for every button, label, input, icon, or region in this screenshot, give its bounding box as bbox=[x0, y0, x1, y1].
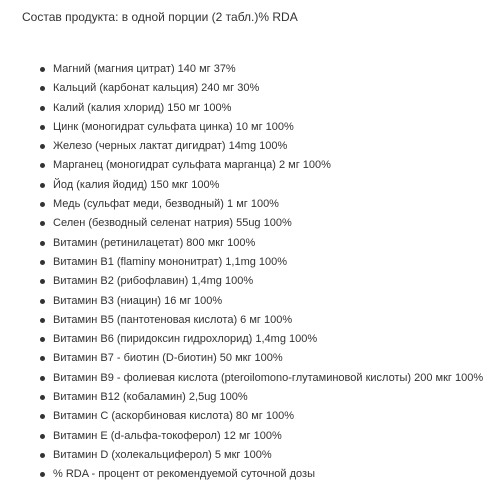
ingredient-item: Витамин В6 (пиридоксин гидрохлорид) 1,4mg 100% bbox=[40, 330, 486, 349]
ingredient-item: Селен (безводный селенат натрия) 55ug 100% bbox=[40, 214, 486, 233]
ingredient-item: Витамин Е (d-альфа-токоферол) 12 мг 100% bbox=[40, 427, 486, 446]
ingredient-item: Витамин В9 - фолиевая кислота (pteroilomono-глутаминовой кислоты) 200 мкг 100% bbox=[40, 369, 486, 388]
ingredient-item: Марганец (моногидрат сульфата марганца) 2 мг 100% bbox=[40, 156, 486, 175]
ingredient-item: Витамин (ретинилацетат) 800 мкг 100% bbox=[40, 234, 486, 253]
ingredient-item: Витамин В1 (flaminy мононитрат) 1,1mg 100% bbox=[40, 253, 486, 272]
ingredient-item: Медь (сульфат меди, безводный) 1 мг 100% bbox=[40, 195, 486, 214]
ingredient-item: Витамин В2 (рибофлавин) 1,4mg 100% bbox=[40, 272, 486, 291]
ingredients-list bbox=[22, 60, 486, 485]
ingredient-item: Витамин D (холекальциферол) 5 мкг 100% bbox=[40, 446, 486, 465]
ingredient-item: Витамин В7 - биотин (D-биотин) 50 мкг 100% bbox=[40, 349, 486, 368]
rda-note-item: % RDA - процент от рекомендуемой суточной дозы bbox=[40, 465, 486, 484]
ingredient-item: Магний (магния цитрат) 140 мг 37% bbox=[40, 60, 486, 79]
ingredient-item: Витамин В3 (ниацин) 16 мг 100% bbox=[40, 292, 486, 311]
ingredient-item: Калий (калия хлорид) 150 мг 100% bbox=[40, 99, 486, 118]
ingredient-item: Цинк (моногидрат сульфата цинка) 10 мг 100% bbox=[40, 118, 486, 137]
ingredient-item: Витамин С (аскорбиновая кислота) 80 мг 100% bbox=[40, 407, 486, 426]
ingredient-item: Йод (калия йодид) 150 мкг 100% bbox=[40, 176, 486, 195]
ingredient-item: Железо (черных лактат дигидрат) 14mg 100% bbox=[40, 137, 486, 156]
ingredient-item: Кальций (карбонат кальция) 240 мг 30% bbox=[40, 79, 486, 98]
ingredient-item: Витамин В12 (кобаламин) 2,5ug 100% bbox=[40, 388, 486, 407]
composition-header: Состав продукта: в одной порции (2 табл.)% RDA bbox=[22, 10, 298, 24]
ingredient-item: Витамин В5 (пантотеновая кислота) 6 мг 100% bbox=[40, 311, 486, 330]
